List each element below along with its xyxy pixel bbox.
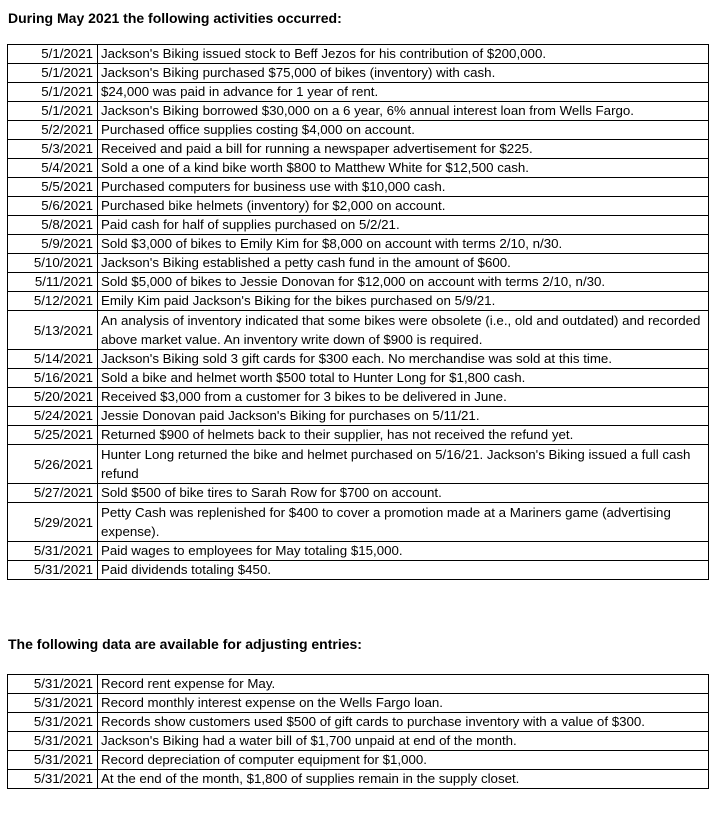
table-row — [8, 369, 709, 388]
entry-date: 5/29/2021 — [8, 503, 98, 542]
entry-date: 5/31/2021 — [8, 770, 98, 789]
entry-date: 5/1/2021 — [8, 64, 98, 83]
entry-description: Jackson's Biking issued stock to Beff Jezos for his contribution of $200,000. — [98, 45, 709, 64]
table-row — [8, 254, 709, 273]
table-row — [8, 561, 709, 580]
entry-description: Jackson's Biking had a water bill of $1,700 unpaid at end of the month. — [98, 732, 709, 751]
entry-date: 5/31/2021 — [8, 561, 98, 580]
entry-description: Paid wages to employees for May totaling $15,000. — [98, 542, 709, 561]
table-row — [8, 675, 709, 694]
table-row — [8, 770, 709, 789]
entry-description: Jackson's Biking established a petty cash fund in the amount of $600. — [98, 254, 709, 273]
entry-date: 5/3/2021 — [8, 140, 98, 159]
table-row — [8, 311, 709, 350]
table-row — [8, 45, 709, 64]
entry-description: Paid dividends totaling $450. — [98, 561, 709, 580]
entry-description: Returned $900 of helmets back to their supplier, has not received the refund yet. — [98, 426, 709, 445]
table-row — [8, 216, 709, 235]
entry-date: 5/1/2021 — [8, 102, 98, 121]
table-row — [8, 273, 709, 292]
entry-description: Sold a bike and helmet worth $500 total to Hunter Long for $1,800 cash. — [98, 369, 709, 388]
entry-description: Hunter Long returned the bike and helmet purchased on 5/16/21. Jackson's Biking issued a full cash refund — [98, 445, 709, 484]
entry-description: At the end of the month, $1,800 of supplies remain in the supply closet. — [98, 770, 709, 789]
entry-description: Sold $500 of bike tires to Sarah Row for $700 on account. — [98, 484, 709, 503]
entry-date: 5/16/2021 — [8, 369, 98, 388]
entry-description: Sold a one of a kind bike worth $800 to Matthew White for $12,500 cash. — [98, 159, 709, 178]
entry-description: Jessie Donovan paid Jackson's Biking for purchases on 5/11/21. — [98, 407, 709, 426]
entry-description: Received and paid a bill for running a newspaper advertisement for $225. — [98, 140, 709, 159]
entry-date: 5/31/2021 — [8, 732, 98, 751]
table-row — [8, 484, 709, 503]
table-row — [8, 503, 709, 542]
entry-description: An analysis of inventory indicated that some bikes were obsolete (i.e., old and outdated) and recorded above market value. An inventory write down of $900 is required. — [98, 311, 709, 350]
entry-description: Purchased computers for business use with $10,000 cash. — [98, 178, 709, 197]
entry-date: 5/31/2021 — [8, 694, 98, 713]
table-row — [8, 83, 709, 102]
table-row — [8, 140, 709, 159]
entry-date: 5/31/2021 — [8, 713, 98, 732]
entry-date: 5/8/2021 — [8, 216, 98, 235]
entry-date: 5/13/2021 — [8, 311, 98, 350]
entry-description: Received $3,000 from a customer for 3 bikes to be delivered in June. — [98, 388, 709, 407]
entry-date: 5/1/2021 — [8, 83, 98, 102]
table-row — [8, 388, 709, 407]
entry-description: Jackson's Biking purchased $75,000 of bikes (inventory) with cash. — [98, 64, 709, 83]
table-row — [8, 159, 709, 178]
entry-date: 5/9/2021 — [8, 235, 98, 254]
entry-date: 5/2/2021 — [8, 121, 98, 140]
entry-date: 5/24/2021 — [8, 407, 98, 426]
entry-date: 5/31/2021 — [8, 542, 98, 561]
entry-description: $24,000 was paid in advance for 1 year of rent. — [98, 83, 709, 102]
entry-date: 5/12/2021 — [8, 292, 98, 311]
table-row — [8, 235, 709, 254]
table-row — [8, 542, 709, 561]
entry-date: 5/11/2021 — [8, 273, 98, 292]
entry-date: 5/31/2021 — [8, 751, 98, 770]
activities-heading: During May 2021 the following activities occurred: — [8, 10, 342, 26]
entry-description: Sold $5,000 of bikes to Jessie Donovan for $12,000 on account with terms 2/10, n/30. — [98, 273, 709, 292]
table-row — [8, 751, 709, 770]
table-row — [8, 713, 709, 732]
entry-date: 5/14/2021 — [8, 350, 98, 369]
entry-description: Paid cash for half of supplies purchased on 5/2/21. — [98, 216, 709, 235]
table-row — [8, 178, 709, 197]
entry-date: 5/10/2021 — [8, 254, 98, 273]
table-row — [8, 121, 709, 140]
table-row — [8, 64, 709, 83]
adjusting-entries-table — [7, 674, 709, 789]
table-row — [8, 694, 709, 713]
entry-description: Records show customers used $500 of gift cards to purchase inventory with a value of $300. — [98, 713, 709, 732]
entry-description: Record monthly interest expense on the Wells Fargo loan. — [98, 694, 709, 713]
activities-table — [7, 44, 709, 580]
entry-description: Jackson's Biking borrowed $30,000 on a 6 year, 6% annual interest loan from Wells Fargo. — [98, 102, 709, 121]
table-row — [8, 445, 709, 484]
entry-description: Record rent expense for May. — [98, 675, 709, 694]
adjusting-entries-heading: The following data are available for adjusting entries: — [8, 636, 362, 652]
entry-description: Emily Kim paid Jackson's Biking for the bikes purchased on 5/9/21. — [98, 292, 709, 311]
entry-description: Purchased office supplies costing $4,000 on account. — [98, 121, 709, 140]
table-row — [8, 350, 709, 369]
table-row — [8, 407, 709, 426]
entry-description: Purchased bike helmets (inventory) for $2,000 on account. — [98, 197, 709, 216]
adjusting-table-body — [8, 675, 709, 789]
entry-date: 5/20/2021 — [8, 388, 98, 407]
entry-date: 5/4/2021 — [8, 159, 98, 178]
entry-description: Sold $3,000 of bikes to Emily Kim for $8,000 on account with terms 2/10, n/30. — [98, 235, 709, 254]
activities-table-body — [8, 45, 709, 580]
table-row — [8, 426, 709, 445]
entry-date: 5/25/2021 — [8, 426, 98, 445]
table-row — [8, 292, 709, 311]
entry-description: Petty Cash was replenished for $400 to cover a promotion made at a Mariners game (advertising expense). — [98, 503, 709, 542]
table-row — [8, 102, 709, 121]
entry-date: 5/1/2021 — [8, 45, 98, 64]
table-row — [8, 732, 709, 751]
entry-description: Jackson's Biking sold 3 gift cards for $300 each. No merchandise was sold at this time. — [98, 350, 709, 369]
entry-description: Record depreciation of computer equipment for $1,000. — [98, 751, 709, 770]
entry-date: 5/27/2021 — [8, 484, 98, 503]
entry-date: 5/31/2021 — [8, 675, 98, 694]
entry-date: 5/5/2021 — [8, 178, 98, 197]
table-row — [8, 197, 709, 216]
entry-date: 5/6/2021 — [8, 197, 98, 216]
entry-date: 5/26/2021 — [8, 445, 98, 484]
